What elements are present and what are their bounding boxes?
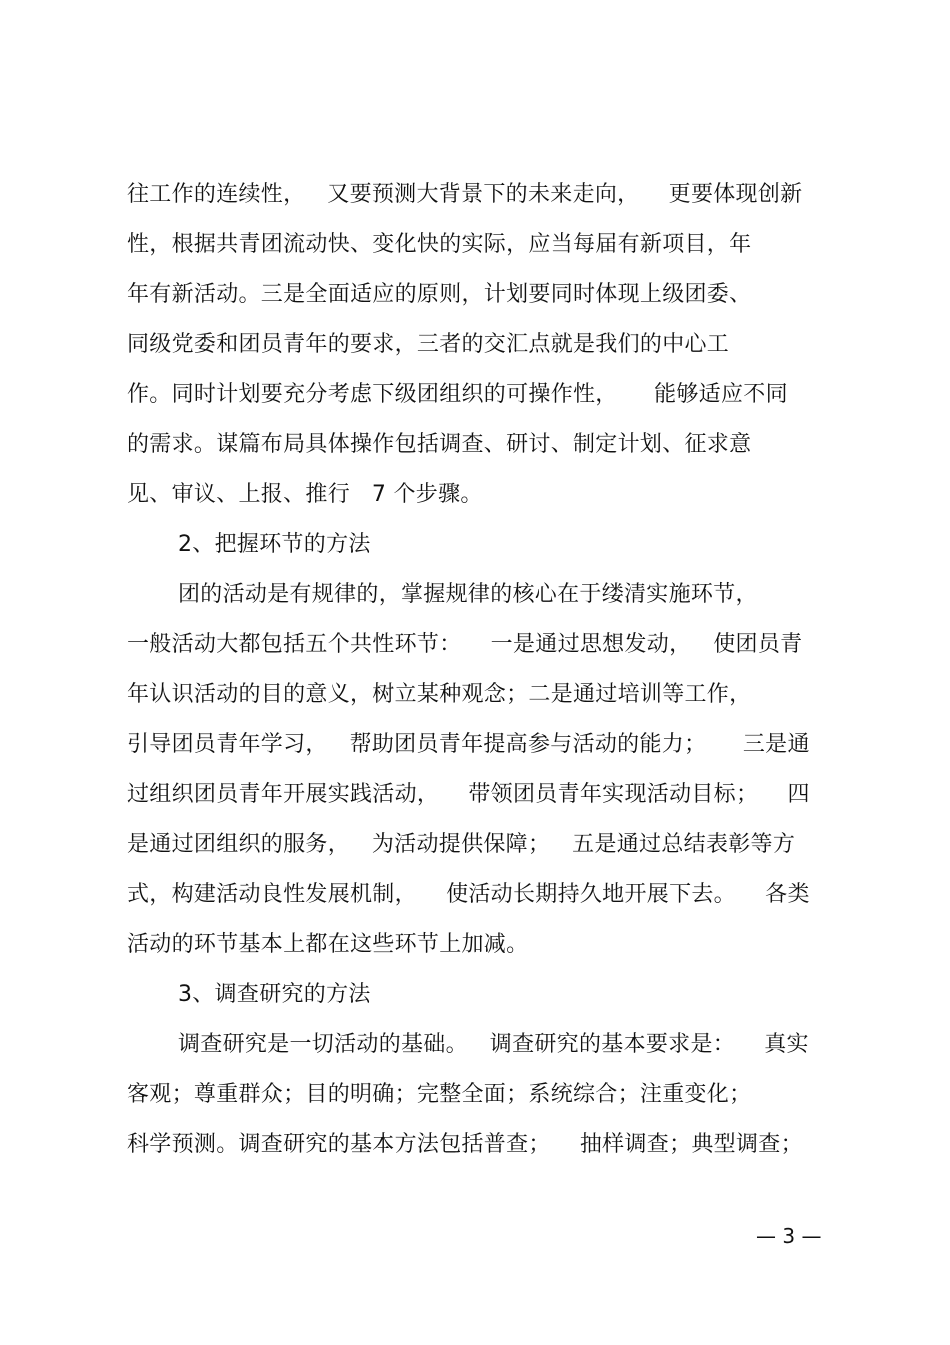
text-line: 作。同时计划要充分考虑下级团组织的可操作性， 能够适应不同: [127, 382, 788, 407]
text-line: 调查研究是一切活动的基础。 调查研究的基本要求是： 真实: [178, 1032, 809, 1057]
text-line: 引导团员青年学习， 帮助团员青年提高参与活动的能力； 三是通: [127, 732, 810, 757]
text-line: 团的活动是有规律的，掌握规律的核心在于缕清实施环节，: [178, 582, 758, 607]
text-line: 是通过团组织的服务， 为活动提供保障； 五是通过总结表彰等方: [127, 832, 796, 857]
text-line: 年有新活动。三是全面适应的原则，计划要同时体现上级团委、: [127, 282, 752, 307]
text-line: 的需求。谋篇布局具体操作包括调查、研讨、制定计划、征求意: [127, 432, 752, 457]
section-heading: 2、把握环节的方法: [178, 532, 371, 557]
text-line: 性，根据共青团流动快、变化快的实际，应当每届有新项目，年: [127, 232, 752, 257]
text-line: 式，构建活动良性发展机制， 使活动长期持久地开展下去。 各类: [127, 882, 810, 907]
text-line: 往工作的连续性， 又要预测大背景下的未来走向， 更要体现创新: [127, 182, 803, 207]
text-line: 活动的环节基本上都在这些环节上加减。: [127, 932, 529, 957]
section-heading: 3、调查研究的方法: [178, 982, 371, 1007]
text-line: 科学预测。调查研究的基本方法包括普查； 抽样调查；典型调查；: [127, 1132, 803, 1157]
text-line: 过组织团员青年开展实践活动， 带领团员青年实现活动目标； 四: [127, 782, 810, 807]
text-line: 同级党委和团员青年的要求，三者的交汇点就是我们的中心工: [127, 332, 730, 357]
text-line: 客观；尊重群众；目的明确；完整全面；系统综合；注重变化；: [127, 1082, 752, 1107]
text-line: 一般活动大都包括五个共性环节： 一是通过思想发动， 使团员青: [127, 632, 803, 657]
page-number: — 3 —: [756, 1224, 822, 1248]
text-line: 年认识活动的目的意义，树立某种观念；二是通过培训等工作，: [127, 682, 752, 707]
text-line: 见、审议、上报、推行 7 个步骤。: [127, 482, 483, 507]
